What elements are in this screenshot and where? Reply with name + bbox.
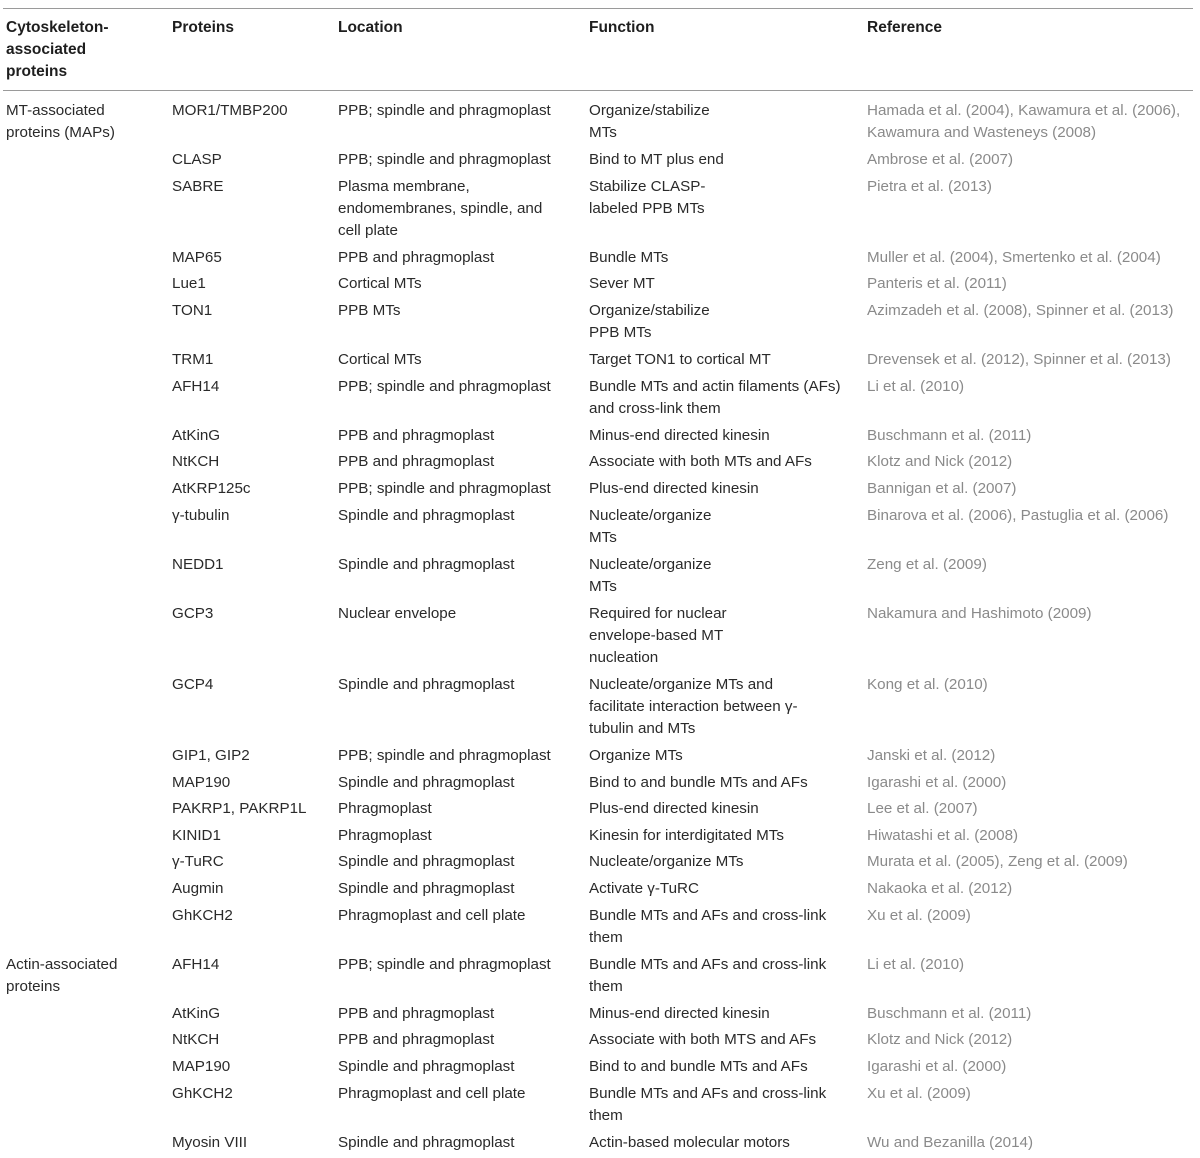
protein-cell: AFH14: [172, 956, 220, 973]
protein-cell: AtKRP125c: [172, 480, 251, 497]
reference-cell: Murata et al. (2005), Zeng et al. (2009): [867, 853, 1128, 870]
location-cell: PPB; spindle and phragmoplast: [338, 378, 551, 395]
header-function: Function: [589, 19, 655, 36]
protein-cell: AtKinG: [172, 427, 221, 444]
reference-cell: Xu et al. (2009): [867, 907, 971, 924]
reference-cell: Buschmann et al. (2011): [867, 427, 1032, 444]
reference-cell: Panteris et al. (2011): [867, 275, 1007, 292]
reference-cell: Wu and Bezanilla (2014): [867, 1134, 1034, 1151]
reference-cell: Ambrose et al. (2007): [867, 151, 1014, 168]
location-cell: PPB and phragmoplast: [338, 427, 495, 444]
function-cell: Stabilize CLASP-labeled PPB MTs: [589, 178, 706, 218]
group-label-maps: MT-associated proteins (MAPs): [6, 102, 115, 142]
protein-cell: AtKinG: [172, 1005, 221, 1022]
reference-cell: Buschmann et al. (2011): [867, 1005, 1032, 1022]
function-cell: Bind to MT plus end: [589, 151, 724, 168]
location-cell: Phragmoplast: [338, 800, 432, 817]
reference-cell: Zeng et al. (2009): [867, 556, 987, 573]
function-cell: Bundle MTs and AFs and cross-link them: [589, 1085, 827, 1125]
reference-cell: Bannigan et al. (2007): [867, 480, 1017, 497]
reference-cell: Janski et al. (2012): [867, 747, 996, 764]
function-cell: Required for nuclear envelope-based MT nucleation: [589, 605, 727, 667]
location-cell: PPB; spindle and phragmoplast: [338, 747, 551, 764]
function-cell: Organize/stabilize PPB MTs: [589, 302, 710, 342]
reference-cell: Hamada et al. (2004), Kawamura et al. (2006), Kawamura and Wasteneys (2008): [867, 102, 1181, 142]
protein-cell: GCP4: [172, 676, 214, 693]
location-cell: Spindle and phragmoplast: [338, 1134, 515, 1151]
function-cell: Plus-end directed kinesin: [589, 800, 759, 817]
reference-cell: Igarashi et al. (2000): [867, 774, 1007, 791]
function-cell: Bind to and bundle MTs and AFs: [589, 1058, 808, 1075]
header-proteins: Proteins: [172, 19, 235, 36]
function-cell: Plus-end directed kinesin: [589, 480, 759, 497]
function-cell: Organize MTs: [589, 747, 683, 764]
location-cell: Nuclear envelope: [338, 605, 457, 622]
location-cell: PPB and phragmoplast: [338, 249, 495, 266]
function-cell: Associate with both MTS and AFs: [589, 1031, 817, 1048]
location-cell: PPB and phragmoplast: [338, 1005, 495, 1022]
function-cell: Sever MT: [589, 275, 655, 292]
protein-cell: NtKCH: [172, 453, 220, 470]
reference-cell: Igarashi et al. (2000): [867, 1058, 1007, 1075]
reference-cell: Lee et al. (2007): [867, 800, 978, 817]
table-top-rule: [3, 8, 1193, 9]
reference-cell: Nakamura and Hashimoto (2009): [867, 605, 1092, 622]
protein-cell: CLASP: [172, 151, 222, 168]
function-cell: Minus-end directed kinesin: [589, 427, 770, 444]
protein-cell: γ-tubulin: [172, 507, 230, 524]
location-cell: Spindle and phragmoplast: [338, 880, 515, 897]
location-cell: Spindle and phragmoplast: [338, 676, 515, 693]
reference-cell: Muller et al. (2004), Smertenko et al. (2004): [867, 249, 1161, 266]
header-location: Location: [338, 19, 403, 36]
location-cell: PPB; spindle and phragmoplast: [338, 956, 551, 973]
location-cell: Plasma membrane, endomembranes, spindle, and cell plate: [338, 178, 543, 240]
location-cell: Spindle and phragmoplast: [338, 774, 515, 791]
protein-cell: PAKRP1, PAKRP1L: [172, 800, 307, 817]
function-cell: Bundle MTs and AFs and cross-link them: [589, 907, 827, 947]
protein-cell: NEDD1: [172, 556, 224, 573]
function-cell: Bundle MTs: [589, 249, 669, 266]
location-cell: PPB; spindle and phragmoplast: [338, 151, 551, 168]
protein-cell: Lue1: [172, 275, 206, 292]
reference-cell: Binarova et al. (2006), Pastuglia et al. (2006): [867, 507, 1169, 524]
protein-cell: MOR1/TMBP200: [172, 102, 288, 119]
location-cell: PPB and phragmoplast: [338, 453, 495, 470]
function-cell: Bundle MTs and AFs and cross-link them: [589, 956, 827, 996]
function-cell: Minus-end directed kinesin: [589, 1005, 770, 1022]
location-cell: PPB; spindle and phragmoplast: [338, 480, 551, 497]
table-header-rule: [3, 90, 1193, 91]
header-group: Cytoskeleton-associated proteins: [6, 19, 109, 80]
reference-cell: Azimzadeh et al. (2008), Spinner et al. (2013): [867, 302, 1174, 319]
protein-cell: GIP1, GIP2: [172, 747, 250, 764]
header-reference: Reference: [867, 19, 942, 36]
function-cell: Target TON1 to cortical MT: [589, 351, 771, 368]
protein-cell: SABRE: [172, 178, 224, 195]
location-cell: Cortical MTs: [338, 351, 422, 368]
function-cell: Nucleate/organize MTs: [589, 556, 712, 596]
protein-cell: TRM1: [172, 351, 214, 368]
location-cell: Spindle and phragmoplast: [338, 853, 515, 870]
location-cell: Spindle and phragmoplast: [338, 507, 515, 524]
protein-cell: KINID1: [172, 827, 221, 844]
protein-cell: Myosin VIII: [172, 1134, 248, 1151]
reference-cell: Pietra et al. (2013): [867, 178, 992, 195]
protein-cell: MAP190: [172, 774, 231, 791]
protein-cell: GCP3: [172, 605, 214, 622]
function-cell: Bind to and bundle MTs and AFs: [589, 774, 808, 791]
reference-cell: Hiwatashi et al. (2008): [867, 827, 1019, 844]
reference-cell: Klotz and Nick (2012): [867, 1031, 1013, 1048]
location-cell: Phragmoplast: [338, 827, 432, 844]
function-cell: Activate γ-TuRC: [589, 880, 699, 897]
protein-cell: AFH14: [172, 378, 220, 395]
function-cell: Organize/stabilize MTs: [589, 102, 710, 142]
location-cell: PPB; spindle and phragmoplast: [338, 102, 551, 119]
reference-cell: Klotz and Nick (2012): [867, 453, 1013, 470]
protein-cell: MAP65: [172, 249, 222, 266]
protein-cell: GhKCH2: [172, 907, 233, 924]
location-cell: Phragmoplast and cell plate: [338, 907, 526, 924]
function-cell: Nucleate/organize MTs and facilitate interaction between γ-tubulin and MTs: [589, 676, 798, 738]
location-cell: Phragmoplast and cell plate: [338, 1085, 526, 1102]
location-cell: Spindle and phragmoplast: [338, 1058, 515, 1075]
group-label-actin: Actin-associated proteins: [6, 956, 118, 996]
protein-cell: γ-TuRC: [172, 853, 224, 870]
reference-cell: Li et al. (2010): [867, 378, 965, 395]
function-cell: Nucleate/organize MTs: [589, 507, 712, 547]
function-cell: Bundle MTs and actin filaments (AFs) and cross-link them: [589, 378, 841, 418]
location-cell: PPB and phragmoplast: [338, 1031, 495, 1048]
location-cell: Cortical MTs: [338, 275, 422, 292]
function-cell: Associate with both MTs and AFs: [589, 453, 812, 470]
protein-cell: MAP190: [172, 1058, 231, 1075]
protein-cell: Augmin: [172, 880, 224, 897]
reference-cell: Xu et al. (2009): [867, 1085, 971, 1102]
protein-cell: NtKCH: [172, 1031, 220, 1048]
reference-cell: Li et al. (2010): [867, 956, 965, 973]
function-cell: Nucleate/organize MTs: [589, 853, 744, 870]
reference-cell: Nakaoka et al. (2012): [867, 880, 1013, 897]
location-cell: PPB MTs: [338, 302, 401, 319]
reference-cell: Kong et al. (2010): [867, 676, 988, 693]
function-cell: Kinesin for interdigitated MTs: [589, 827, 784, 844]
protein-cell: GhKCH2: [172, 1085, 233, 1102]
reference-cell: Drevensek et al. (2012), Spinner et al. (2013): [867, 351, 1171, 368]
function-cell: Actin-based molecular motors: [589, 1134, 790, 1151]
location-cell: Spindle and phragmoplast: [338, 556, 515, 573]
protein-cell: TON1: [172, 302, 213, 319]
